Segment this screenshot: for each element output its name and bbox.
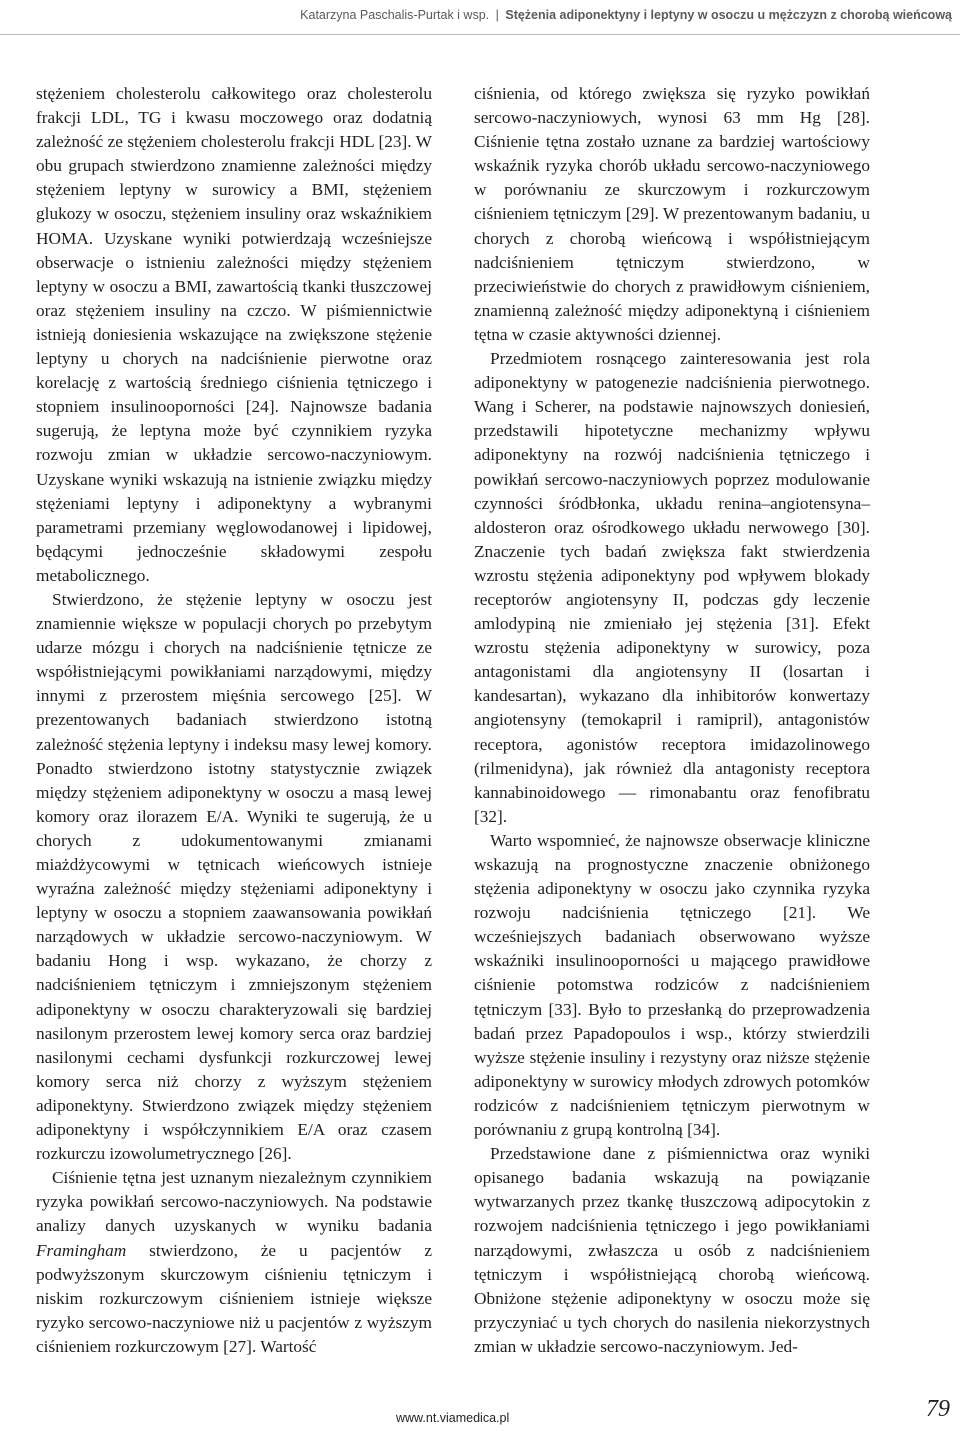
left-paragraph-3-end: stwierdzono, że u pacjentów z podwyższonym skurczowym ciśnieniu tętniczym i niskim rozkurczowym ciśnieniem istnieje większe ryzyko sercowo-naczyniowe niż u pacjentów z wyższym ciśnieniem rozkurczowym [27]. Wartość: [36, 1240, 432, 1356]
left-paragraph-2: Stwierdzono, że stężenie leptyny w osoczu jest znamiennie większe w populacji chorych po przebytym udarze mózgu i chorych na nadciśnienie tętnicze ze współistniejącymi powikłaniami narządowymi, między innymi z przerostem mięśnia sercowego [25]. W prezentowanych badaniach stwierdzono istotną zależność stężenia leptyny i indeksu masy lewej komory. Ponadto stwierdzono istotny statystycznie związek między stężeniem adiponektyny w osoczu a masą lewej komory oraz ilorazem E/A. Wyniki te sugerują, że u chorych z udokumentowanymi zmianami miażdżycowymi w tętnicach wieńcowych istnieje wyraźna zależność między stężeniami adiponektyny i leptyny w osoczu a stopniem zaawansowania powikłań narządowych w układzie sercowo-naczyniowym. W badaniu Hong i wsp. wykazano, że chorzy z nadciśnieniem tętniczym i zmniejszonym stężeniem adiponektyny w osoczu charakteryzowali się bardziej nasilonym przerostem lewej komory serca oraz bardziej nasilonymi cechami dysfunkcji rozkurczowej lewej komory serca niż chorzy z wyższym stężeniem adiponektyny. Stwierdzono związek między stężeniem adiponektyny i współczynnikiem E/A oraz czasem rozkurczu izowolumetrycznego [26].: [36, 589, 432, 1164]
right-paragraph-2: Przedmiotem rosnącego zainteresowania jest rola adiponektyny w patogenezie nadciśnienia pierwotnego. Wang i Scherer, na podstawie najnowszych doniesień, przedstawili hipotetyczne mechanizmy wpływu adiponektyny na rozwój nadciśnienia tętniczego i powikłań sercowo-naczyniowych poprzez modulowanie czynności śródbłonka, układu renina–angiotensyna–aldosteron oraz ośrodkowego układu nerwowego [30]. Znaczenie tych badań zwiększa fakt stwierdzenia wzrostu stężenia adiponektyny pod wpływem blokady receptorów angiotensyny II, podczas gdy leczenie amlodypiną nie zmieniało jej stężenia [31]. Efekt wzrostu stężenia adiponektyny w surowicy, poza antagonistami dla angiotensyny II (losartan i kandesartan), wykazano dla inhibitorów konwertazy angiotensyny (temokapril i ramipril), antagonistów receptora, agonistów receptora imidazolinowego (rilmenidyna), jak również dla antagonisty receptora kannabinoidowego — rimonabantu oraz fenofibratu [32].: [474, 349, 870, 826]
left-paragraph-3: [36, 1166, 432, 1359]
page-number: 79: [926, 1396, 950, 1422]
header-article-title: Stężenia adiponektyny i leptyny w osoczu u mężczyzn z chorobą wieńcową: [505, 8, 952, 22]
right-text-column: [474, 82, 870, 1359]
right-paragraph-3: Warto wspomnieć, że najnowsze obserwacje kliniczne wskazują na prognostyczne znaczenie obniżonego stężenia adiponektyny w osoczu jako czynnika ryzyka rozwoju nadciśnienia tętniczego [21]. We wcześniejszych badaniach obserwowano wyższe wskaźniki insulinooporności u mającego prawidłowe ciśnienie potomstwa rodziców z nadciśnieniem tętniczym [33]. Było to przesłanką do przeprowadzenia badań przez Papadopoulos i wsp., którzy stwierdzili wyższe stężenie insuliny i rezystyny oraz niższe stężenie adiponektyny w surowicy młodych zdrowych potomków rodziców z nadciśnieniem tętniczym pierwotnym w porównaniu z grupą kontrolną [34].: [474, 830, 870, 1140]
framingham-study-name: Framingham: [36, 1240, 127, 1260]
right-paragraph-4: Przedstawione dane z piśmiennictwa oraz wyniki opisanego badania wskazują na powiązanie wytwarzanych przez tkankę tłuszczową adipocytokin z rozwojem nadciśnienia tętniczego i jego powikłaniami narządowymi, zwłaszcza u osób z nadciśnieniem tętniczym i współistniejącą chorobą wieńcową. Obniżone stężenie adiponektyny w osoczu może się przyczyniać u tych chorych do nasilenia niekorzystnych zmian w układzie sercowo-naczyniowym. Jed-: [474, 1144, 870, 1356]
left-paragraph-3-start: Ciśnienie tętna jest uznanym niezależnym czynnikiem ryzyka powikłań sercowo-naczyniowych. Na podstawie analizy danych uzyskanych w wyniku badania: [36, 1168, 432, 1236]
running-header: [0, 0, 960, 35]
header-separator: |: [495, 8, 499, 22]
left-paragraph-1: stężeniem cholesterolu całkowitego oraz cholesterolu frakcji LDL, TG i kwasu moczowego oraz dodatnią zależność ze stężeniem cholesterolu frakcji HDL [23]. W obu grupach stwierdzono znamienne zależności między stężeniem leptyny w surowicy a BMI, stężeniem glukozy w osoczu, stężeniem insuliny oraz wskaźnikiem HOMA. Uzyskane wyniki potwierdzają wcześniejsze obserwacje o istnieniu zależności między stężeniem leptyny w osoczu a BMI, zawartością tkanki tłuszczowej oraz stężeniem insuliny na czczo. W piśmiennictwie istnieją doniesienia wskazujące na zwiększone stężenie leptyny u chorych na nadciśnienie pierwotne oraz korelację z wartością średniego ciśnienia tętniczego i stopniem insulinooporności [24]. Najnowsze badania sugerują, że leptyna może być czynnikiem ryzyka rozwoju zmian w układzie sercowo-naczyniowym. Uzyskane wyniki wskazują na istnienie związku między stężeniami leptyny i adiponektyny a wybranymi parametrami przemiany węglowodanowej i lipidowej, będącymi jednocześnie składowymi zespołu metabolicznego.: [36, 84, 432, 585]
left-text-column: [36, 82, 432, 1359]
footer-journal-url: www.nt.viamedica.pl: [396, 1411, 510, 1425]
header-authors: Katarzyna Paschalis-Purtak i wsp.: [300, 8, 490, 22]
right-paragraph-1: ciśnienia, od którego zwiększa się ryzyko powikłań sercowo-naczyniowych, wynosi 63 mm Hg [28]. Ciśnienie tętna zostało uznane za bardziej wartościowy wskaźnik ryzyka chorób układu sercowo-naczyniowego w porównaniu ze skurczowym i rozkurczowym ciśnieniem tętniczym [29]. W prezentowanym badaniu, u chorych z chorobą wieńcową i współistniejącym nadciśnieniem tętniczym stwierdzono, w przeciwieństwie do chorych z prawidłowym ciśnieniem, znamienną zależność między adiponektyną i ciśnieniem tętna w czasie aktywności dziennej.: [474, 84, 870, 344]
